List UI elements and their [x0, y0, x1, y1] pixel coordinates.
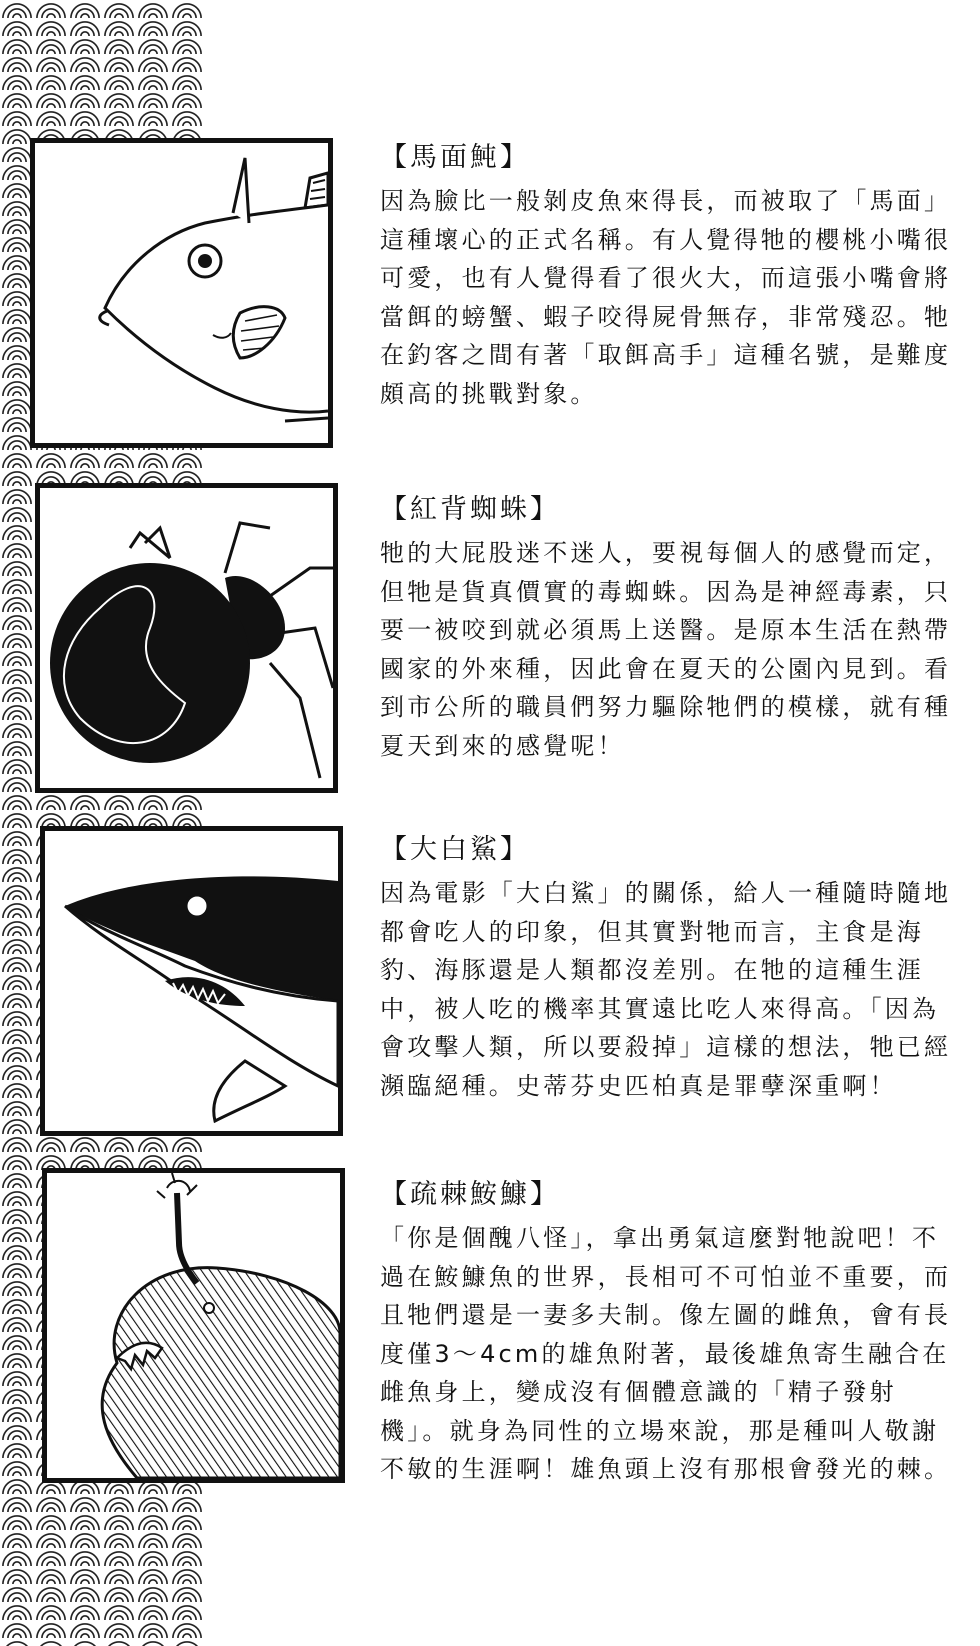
filefish-icon — [35, 143, 328, 443]
entry-title: 【大白鯊】 — [380, 834, 530, 865]
shark-icon — [45, 831, 338, 1131]
filefish-illustration-panel — [30, 138, 333, 448]
entry-filefish — [380, 140, 965, 413]
entry-title: 【馬面魨】 — [380, 142, 530, 173]
entry-title: 【疏棘鮟鱇】 — [380, 1179, 560, 1210]
anglerfish-illustration-panel — [42, 1168, 345, 1483]
spider-icon — [40, 488, 333, 788]
entry-anglerfish — [380, 1177, 965, 1489]
shark-illustration-panel — [40, 826, 343, 1136]
anglerfish-icon — [47, 1173, 340, 1478]
entry-body: 因為電影「大白鯊」的關係，給人一種隨時隨地都會吃人的印象，但其實對牠而言，主食是海豹、海豚還是人類都沒差別。在牠的這種生涯中，被人吃的機率其實遠比吃人來得高。「因為會攻擊人類，所以要殺掉」這樣的想法，牠已經瀕臨絕種。史蒂芬史匹柏真是罪孽深重啊！ — [380, 879, 952, 1100]
entry-body: 牠的大屁股迷不迷人，要視每個人的感覺而定，但牠是貨真價實的毒蜘蛛。因為是神經毒素，只要一被咬到就必須馬上送醫。是原本生活在熱帶國家的外來種，因此會在夏天的公園內見到。看到市公所的職員們努力驅除牠們的模樣，就有種夏天到來的感覺呢！ — [380, 539, 952, 760]
spider-illustration-panel — [35, 483, 338, 793]
entry-title: 【紅背蜘蛛】 — [380, 494, 560, 525]
entry-body: 因為臉比一般剝皮魚來得長，而被取了「馬面」這種壞心的正式名稱。有人覺得牠的櫻桃小嘴很可愛，也有人覺得看了很火大，而這張小嘴會將當餌的螃蟹、蝦子咬得屍骨無存，非常殘忍。牠在釣客之間有著「取餌高手」這種名號，是難度頗高的挑戰對象。 — [380, 187, 952, 408]
entry-body: 「你是個醜八怪」，拿出勇氣這麼對牠說吧！不過在鮟鱇魚的世界，長相可不可怕並不重要，而且牠們還是一妻多夫制。像左圖的雌魚，會有長度僅3～4cm的雄魚附著，最後雄魚寄生融合在雌魚身上，變成沒有個體意識的「精子發射機」。就身為同性的立場來說，那是種叫人敬謝不敏的生涯啊！雄魚頭上沒有那根會發光的棘。 — [380, 1224, 952, 1483]
entry-great-white-shark — [380, 832, 965, 1105]
entry-redback-spider — [380, 492, 965, 765]
